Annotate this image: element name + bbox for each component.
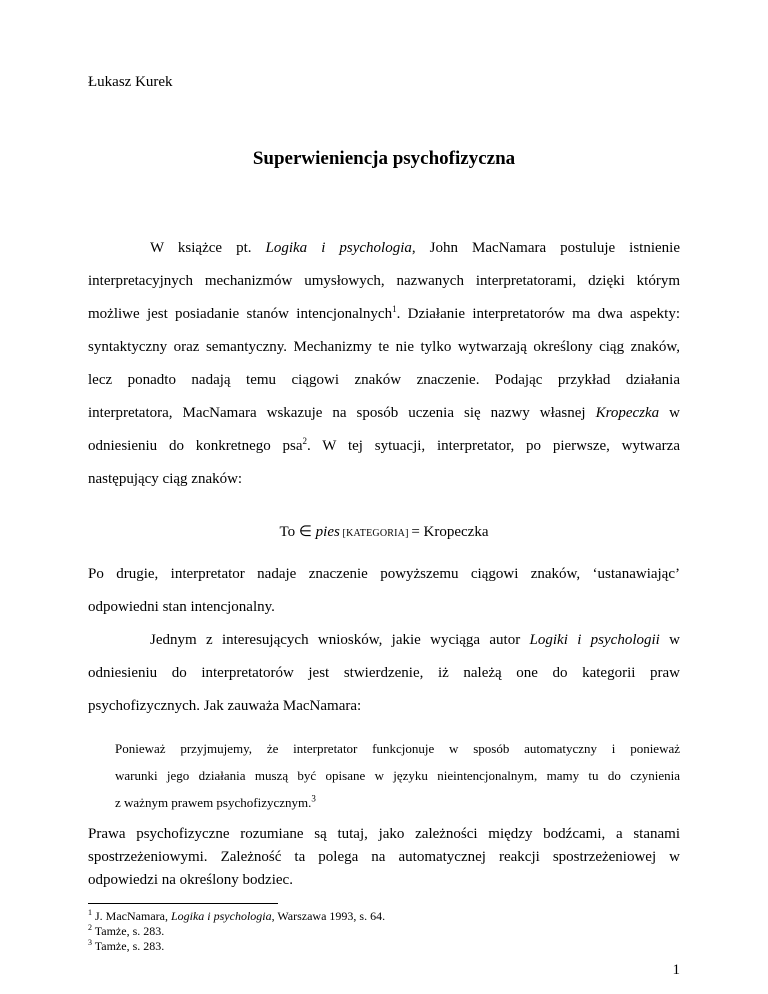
paragraph-line: Prawa psychofizyczne rozumiane są tutaj, jako zależności między bodźcami, a stanami xyxy=(88,826,680,842)
paragraph-line: spostrzeżeniowymi. Zależność ta polega na automatycznej reakcji spostrzeżeniowej w xyxy=(88,849,680,865)
paragraph-line: interpretacyjnych mechanizmów umysłowych, nazwanych interpretatorami, dzięki którym xyxy=(88,273,680,289)
footnote-ref[interactable]: 3 xyxy=(311,793,316,804)
author-name: Łukasz Kurek xyxy=(88,74,173,90)
paragraph-line: W książce pt. Logika i psychologia, John MacNamara postuluje istnienie xyxy=(150,240,681,256)
paragraph-line: możliwe jest posiadanie stanów intencjonalnych$^1$. Działanie interpretatorów ma dwa aspekty: xyxy=(88,304,680,322)
quote-line: Ponieważ przyjmujemy, że interpretator funkcjonuje w sposób automatyczny i ponieważ xyxy=(115,741,680,756)
footnote-3: $^3$ Tamże, s. 283. xyxy=(88,938,165,953)
paragraph-line: następujący ciąg znaków: xyxy=(88,471,243,487)
paragraph-line: interpretatora, MacNamara wskazuje na sposób uczenia się nazwy własnej Kropeczka w xyxy=(88,405,680,421)
footnote-ref[interactable]: 2 xyxy=(302,436,308,446)
formula: To ∈ pies [KATEGORIA] = Kropeczka xyxy=(279,524,489,540)
document-title: Superwieniencja psychofizyczna xyxy=(252,148,516,169)
footnote-separator xyxy=(88,903,278,904)
paragraph-line: Jednym z interesujących wniosków, jakie wyciąga autor Logiki i psychologii w xyxy=(150,632,680,648)
paragraph-line: Po drugie, interpretator nadaje znaczenie powyższemu ciągowi znaków, ‘ustanawiając’ xyxy=(88,566,680,582)
paragraph-line: odpowiedzi na określony bodziec. xyxy=(88,872,293,888)
footnote-ref[interactable]: 1 xyxy=(392,304,397,314)
footnote-2: $^2$ Tamże, s. 283. xyxy=(88,923,165,938)
quote-line: z ważnym prawem psychofizycznym.$^3$ xyxy=(115,793,316,810)
paragraph-line: psychofizycznych. Jak zauważa MacNamara: xyxy=(88,698,362,714)
quote-line: warunki jego działania muszą być opisane w języku nieintencjonalnym, mamy tu do czynienia xyxy=(115,768,680,783)
footnote-1: $^1$ J. MacNamara, Logika i psychologia, Warszawa 1993, s. 64. xyxy=(88,908,386,923)
paragraph-line: lecz ponadto nadają temu ciągowi znaków znaczenie. Podając przykład działania xyxy=(88,372,680,388)
paragraph-line: syntaktyczny oraz semantyczny. Mechanizmy te nie tylko wytwarzają określony ciąg znaków, xyxy=(88,339,680,355)
paragraph-line: odniesieniu do konkretnego psa$^2$. W tej sytuacji, interpretator, po pierwsze, wytwarza xyxy=(88,436,680,454)
paragraph-line: odpowiedni stan intencjonalny. xyxy=(88,599,275,615)
page-number: 1 xyxy=(672,962,680,978)
paragraph-line: odniesieniu do interpretatorów jest stwierdzenie, iż należą one do kategorii praw xyxy=(88,665,680,681)
